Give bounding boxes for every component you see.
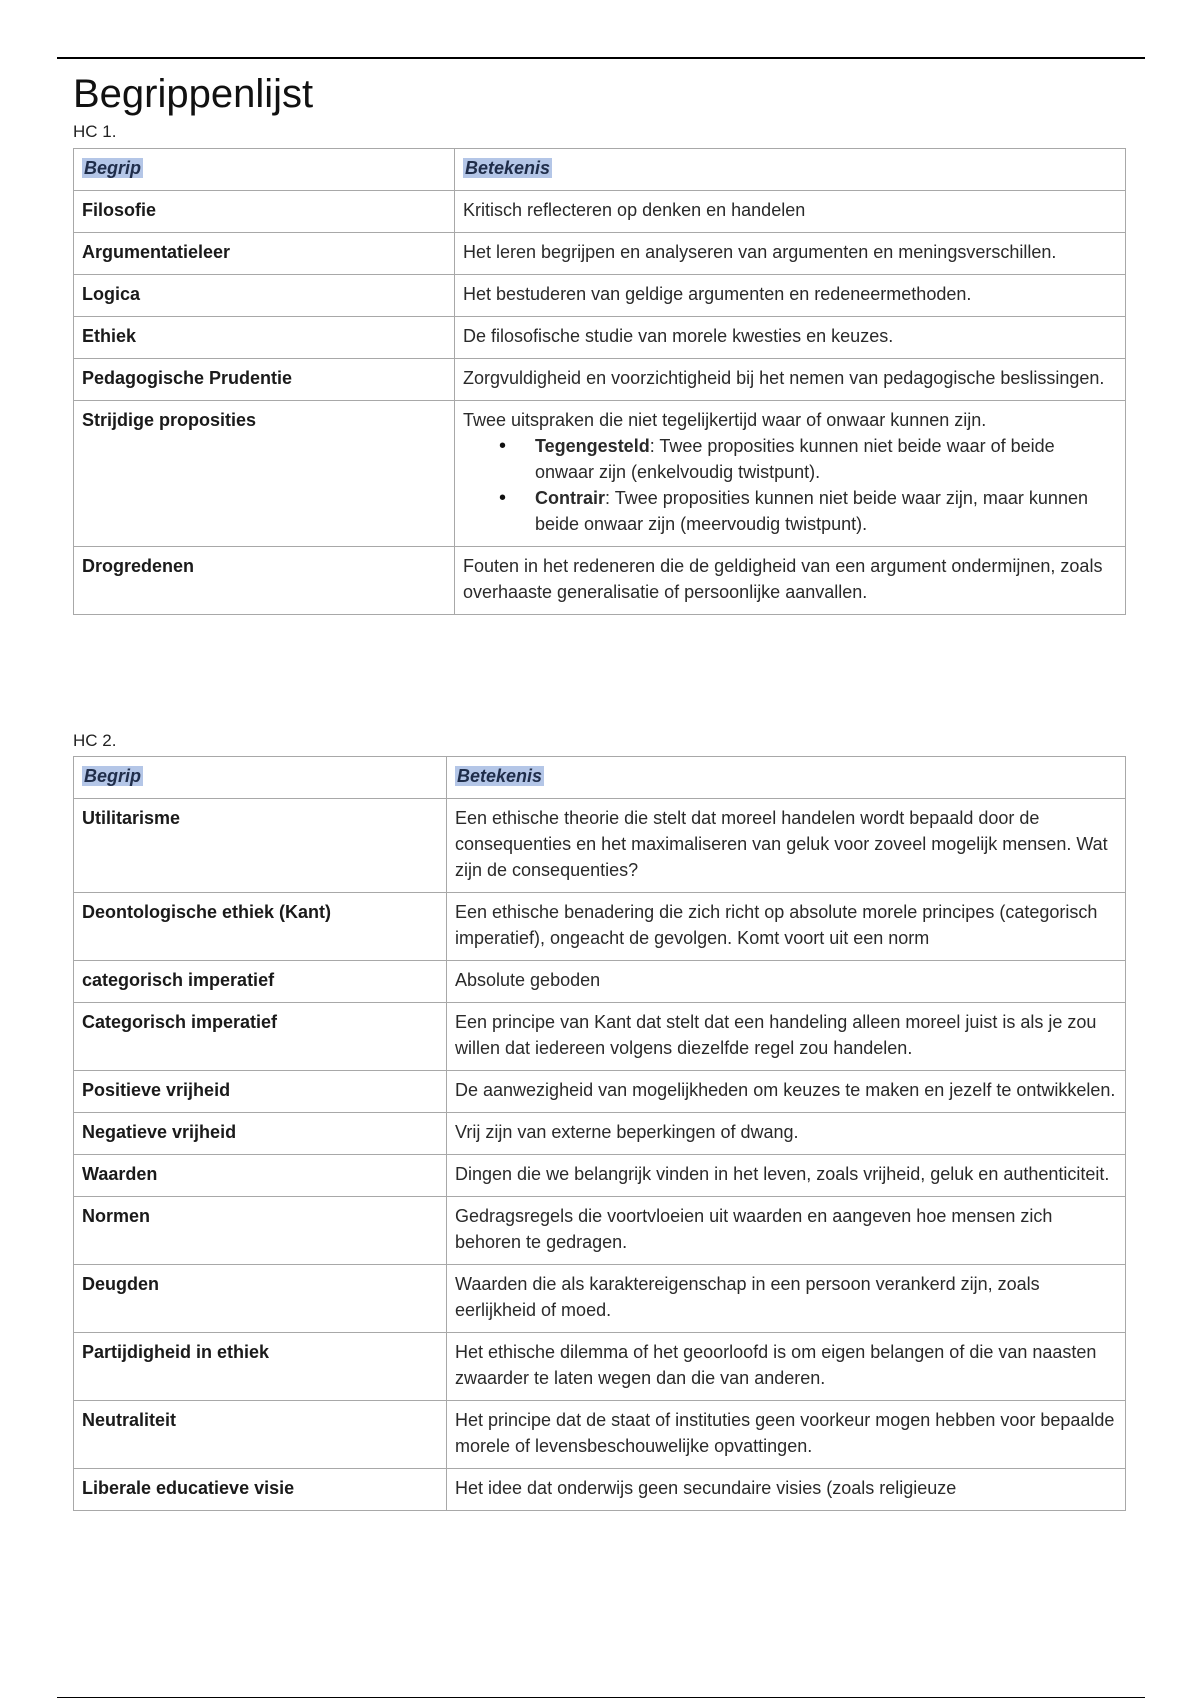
table-header-row [74,149,1126,191]
term-cell: Ethiek [74,317,455,359]
definition-cell: Kritisch reflecteren op denken en handelen [455,191,1126,233]
definition-cell: Gedragsregels die voortvloeien uit waarden en aangeven hoe mensen zich behoren te gedragen. [447,1197,1126,1265]
page-title: Begrippenlijst [73,72,314,116]
header-definition: Betekenis [465,158,551,178]
header-definition: Betekenis [457,766,543,786]
table-row [74,359,1126,401]
top-rule [57,57,1145,59]
definition-cell: De aanwezigheid van mogelijkheden om keuzes te maken en jezelf te ontwikkelen. [447,1071,1126,1113]
table-row [74,1197,1126,1265]
header-cell-definition [447,757,1126,799]
list-item [535,485,1117,537]
definition-cell: Vrij zijn van externe beperkingen of dwang. [447,1113,1126,1155]
term-cell: Negatieve vrijheid [74,1113,447,1155]
term-cell: categorisch imperatief [74,961,447,1003]
list-item [535,433,1117,485]
proposition-list [463,433,1117,537]
header-cell-definition [455,149,1126,191]
definition-cell: Waarden die als karaktereigenschap in een persoon verankerd zijn, zoals eerlijkheid of moed. [447,1265,1126,1333]
definition-cell: Een principe van Kant dat stelt dat een handeling alleen moreel juist is als je zou willen dat iedereen volgens diezelfde regel zou handelen. [447,1003,1126,1071]
definition-cell: Dingen die we belangrijk vinden in het leven, zoals vrijheid, geluk en authenticiteit. [447,1155,1126,1197]
table-row [74,275,1126,317]
table-row [74,799,1126,893]
definition-cell [455,401,1126,547]
definition-cell: Een ethische theorie die stelt dat moreel handelen wordt bepaald door de consequenties en het maximaliseren van geluk voor zoveel mogelijk mensen. Wat zijn de consequenties? [447,799,1126,893]
bottom-rule [57,1697,1145,1698]
term-cell: Argumentatieleer [74,233,455,275]
term-cell: Positieve vrijheid [74,1071,447,1113]
term-cell: Categorisch imperatief [74,1003,447,1071]
definition-cell: Absolute geboden [447,961,1126,1003]
term-cell: Partijdigheid in ethiek [74,1333,447,1401]
table-row [74,1155,1126,1197]
definition-text: Twee uitspraken die niet tegelijkertijd waar of onwaar kunnen zijn. [463,410,987,430]
definition-cell: Het principe dat de staat of instituties geen voorkeur mogen hebben voor bepaalde morele of levensbeschouwelijke opvattingen. [447,1401,1126,1469]
definition-cell: Het leren begrijpen en analyseren van argumenten en meningsverschillen. [455,233,1126,275]
table-row [74,233,1126,275]
term-cell: Waarden [74,1155,447,1197]
definition-cell: Het idee dat onderwijs geen secundaire visies (zoals religieuze [447,1469,1126,1511]
table-row [74,1333,1126,1401]
table-row [74,317,1126,359]
table-row [74,1003,1126,1071]
definition-cell: Een ethische benadering die zich richt op absolute morele principes (categorisch imperatief), ongeacht de gevolgen. Komt voort uit een norm [447,893,1126,961]
list-item-text: : Twee proposities kunnen niet beide waar of beide onwaar zijn (enkelvoudig twistpunt). [535,436,1055,482]
header-cell-term [74,757,447,799]
definition-cell: Het bestuderen van geldige argumenten en redeneermethoden. [455,275,1126,317]
definition-cell: Fouten in het redeneren die de geldigheid van een argument ondermijnen, zoals overhaaste generalisatie of persoonlijke aanvallen. [455,547,1126,615]
table-row [74,1071,1126,1113]
definition-cell: De filosofische studie van morele kwesties en keuzes. [455,317,1126,359]
term-cell: Deontologische ethiek (Kant) [74,893,447,961]
table-header-row [74,757,1126,799]
section-label-hc2: HC 2. [73,731,117,750]
table-row [74,1113,1126,1155]
list-item-text: : Twee proposities kunnen niet beide waar zijn, maar kunnen beide onwaar zijn (meervoudig twistpunt). [535,488,1088,534]
term-cell: Strijdige proposities [74,401,455,547]
section-label-hc1: HC 1. [73,122,117,141]
table-row [74,1401,1126,1469]
hc2-table [73,756,1126,1511]
table-row [74,961,1126,1003]
term-cell: Liberale educatieve visie [74,1469,447,1511]
term-cell: Normen [74,1197,447,1265]
term-cell: Deugden [74,1265,447,1333]
header-term: Begrip [84,158,142,178]
term-cell: Logica [74,275,455,317]
table-row [74,401,1126,547]
term-cell: Neutraliteit [74,1401,447,1469]
header-cell-term [74,149,455,191]
term-cell: Utilitarisme [74,799,447,893]
table-row [74,893,1126,961]
definition-cell: Zorgvuldigheid en voorzichtigheid bij het nemen van pedagogische beslissingen. [455,359,1126,401]
term-cell: Filosofie [74,191,455,233]
term-cell: Drogredenen [74,547,455,615]
list-item-name: Contrair [535,488,606,508]
header-term: Begrip [84,766,142,786]
table-row [74,1265,1126,1333]
table-row [74,547,1126,615]
term-cell: Pedagogische Prudentie [74,359,455,401]
hc1-table [73,148,1126,615]
table-row [74,1469,1126,1511]
list-item-name: Tegengesteld [535,436,650,456]
definition-cell: Het ethische dilemma of het geoorloofd is om eigen belangen of die van naasten zwaarder te laten wegen dan die van anderen. [447,1333,1126,1401]
table-row [74,191,1126,233]
